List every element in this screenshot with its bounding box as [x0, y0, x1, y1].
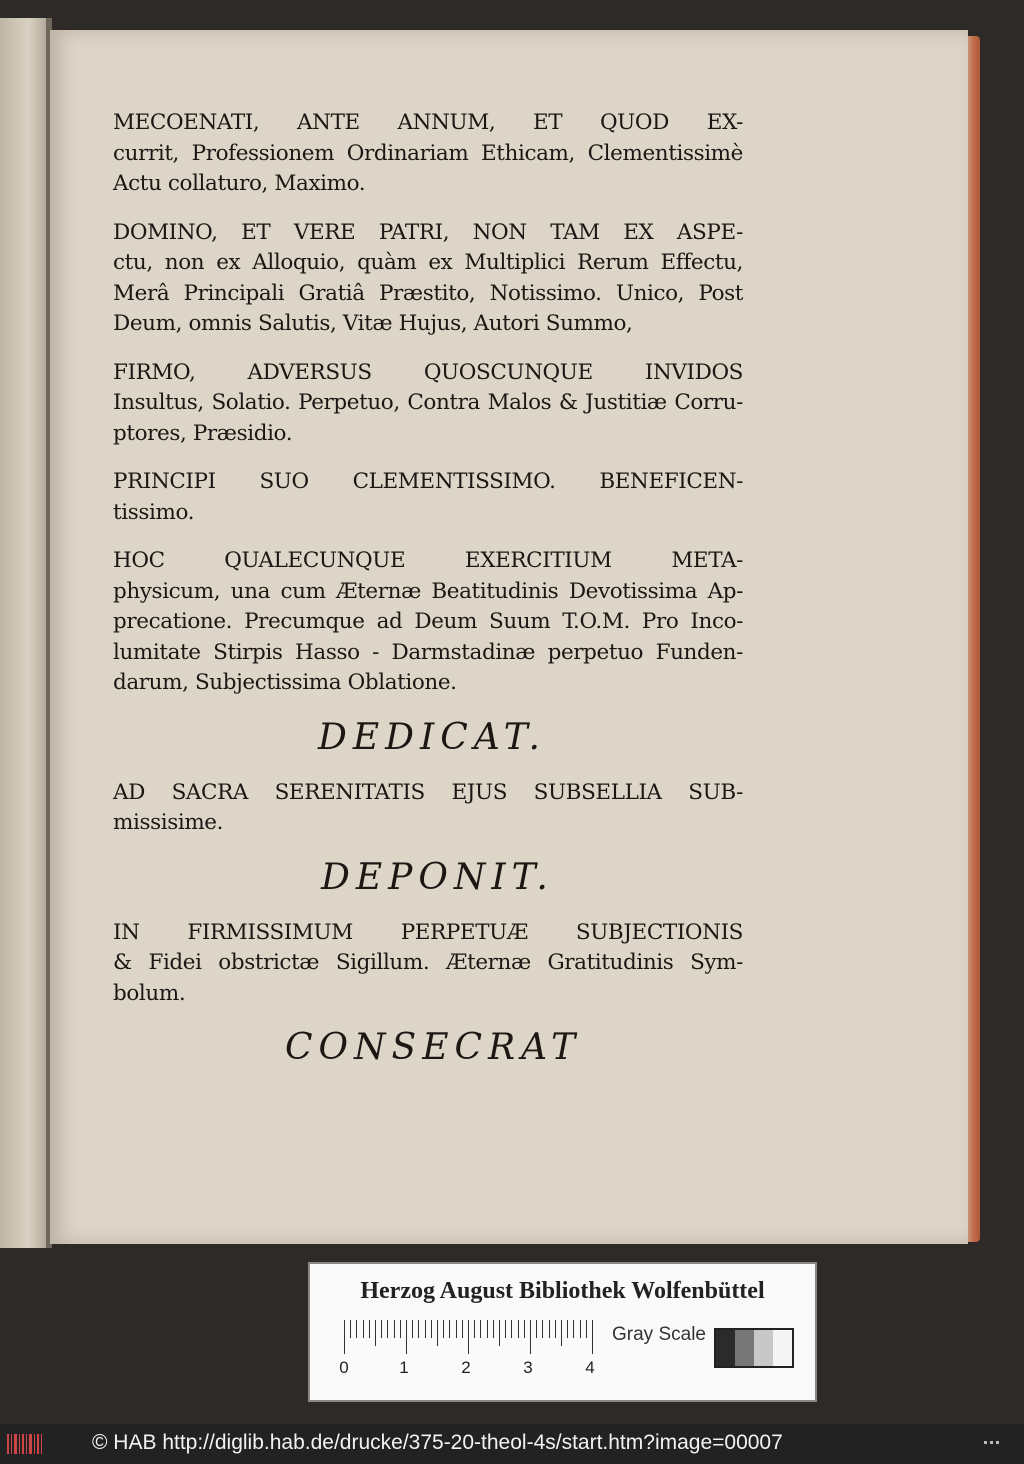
ruler-tick: [431, 1320, 432, 1338]
menu-dots-icon[interactable]: [984, 1441, 1000, 1447]
para-principi: [113, 467, 743, 528]
text-line: FIRMO, ADVERSUS QUOSCUNQUE INVIDOS: [113, 359, 743, 385]
verb-deponit: DEPONIT.: [321, 856, 554, 898]
verb-consecrat: CONSECRAT: [285, 1027, 582, 1068]
ruler-tick: [449, 1320, 450, 1338]
ruler-tick: [480, 1320, 481, 1338]
text-line: Deum, omnis Salutis, Vitæ Hujus, Autori Summo,: [113, 311, 633, 336]
ruler-tick: [586, 1320, 587, 1338]
ruler-tick: [542, 1320, 543, 1338]
ruler-tick: [456, 1320, 457, 1338]
text-line: & Fidei obstrictæ Sigillum. Æternæ Gratitudinis Sym-: [113, 950, 743, 975]
ruler-tick: [350, 1320, 351, 1338]
ruler-tick: [518, 1320, 519, 1338]
ruler-number: 2: [461, 1358, 471, 1377]
ruler-number: 4: [585, 1358, 595, 1377]
ruler-tick: [363, 1320, 364, 1338]
para-hoc: [113, 546, 743, 699]
text-line: ptores, Præsidio.: [113, 420, 293, 446]
ruler-tick: [418, 1320, 419, 1338]
ruler-tick: [493, 1320, 494, 1338]
gray-patch: [773, 1330, 792, 1366]
ruler-tick: [561, 1320, 562, 1346]
text-line: bolum.: [113, 980, 186, 1006]
para-ad-sacra: [113, 778, 743, 839]
text-line: precatione. Precumque ad Deum Suum T.O.M. Pro Inco-: [113, 609, 743, 634]
ruler-tick: [412, 1320, 413, 1338]
ruler-tick: [400, 1320, 401, 1338]
para-in-firmissimum: [113, 918, 743, 1010]
text-line: DOMINO, ET VERE PATRI, NON TAM EX ASPE-: [113, 219, 743, 245]
ruler-tick: [499, 1320, 500, 1346]
ruler-tick: [356, 1320, 357, 1338]
barcode-icon: [6, 1432, 46, 1456]
ruler-tick: [369, 1320, 370, 1338]
gray-patch: [735, 1330, 754, 1366]
para-mecoenati: [113, 108, 743, 200]
gray-patch: [716, 1330, 735, 1366]
text-line: currit, Professionem Ordinariam Ethicam, Clementissimè: [113, 140, 743, 166]
ruler-tick: [443, 1320, 444, 1338]
text-line: missisime.: [113, 810, 224, 835]
ruler-tick: [487, 1320, 488, 1338]
text-line: Insultus, Solatio. Perpetuo, Contra Malos & Justitiæ Corru-: [113, 390, 743, 415]
text-line: IN FIRMISSIMUM PERPETUÆ SUBJECTIONIS: [113, 919, 743, 945]
ruler-tick: [462, 1320, 463, 1338]
ruler-tick: [567, 1320, 568, 1338]
text-line: lumitate Stirpis Hasso - Darmstadinæ perpetuo Funden-: [113, 639, 743, 665]
text-line: Merâ Principali Gratiâ Præstito, Notissimo. Unico, Post: [113, 280, 743, 306]
ruler-tick: [592, 1320, 593, 1354]
ruler-tick: [549, 1320, 550, 1338]
ruler-tick: [375, 1320, 376, 1346]
text-line: PRINCIPI SUO CLEMENTISSIMO. BENEFICEN-: [113, 469, 743, 494]
dedication-paragraphs: [113, 108, 743, 699]
ruler-number: 1: [399, 1358, 409, 1377]
color-calibration-target: [308, 1262, 817, 1402]
para-domino: [113, 218, 743, 340]
ruler-tick: [387, 1320, 388, 1338]
ruler-tick: [474, 1320, 475, 1338]
copyright-url[interactable]: © HAB http://diglib.hab.de/drucke/375-20-theol-4s/start.htm?image=00007: [92, 1431, 783, 1454]
text-line: Actu collaturo, Maximo.: [113, 171, 366, 196]
ruler-tick: [573, 1320, 574, 1338]
ruler-number: 0: [339, 1358, 349, 1377]
dedication-text: [113, 108, 743, 1088]
ruler-scale: [344, 1320, 594, 1354]
text-line: MECOENATI, ANTE ANNUM, ET QUOD EX-: [113, 110, 743, 135]
ruler-number: 3: [523, 1358, 533, 1377]
text-line: HOC QUALECUNQUE EXERCITIUM META-: [113, 548, 743, 573]
text-line: physicum, una cum Æternæ Beatitudinis Devotissima Ap-: [113, 578, 743, 604]
ruler-tick: [344, 1320, 345, 1354]
ruler-tick: [468, 1320, 469, 1354]
text-line: ctu, non ex Alloquio, quàm ex Multiplici Rerum Effectu,: [113, 250, 743, 275]
ruler-tick: [580, 1320, 581, 1338]
ruler-tick: [406, 1320, 407, 1354]
ruler-tick: [524, 1320, 525, 1338]
ruler-tick: [394, 1320, 395, 1338]
para-firmo: [113, 358, 743, 450]
footer-bar: [0, 1424, 1024, 1464]
ruler-tick: [536, 1320, 537, 1338]
ruler-tick: [425, 1320, 426, 1338]
text-line: AD SACRA SERENITATIS EJUS SUBSELLIA SUB-: [113, 779, 743, 805]
verb-dedicat: DEDICAT.: [318, 716, 546, 758]
gray-scale-label: Gray Scale: [612, 1324, 706, 1345]
ruler-tick: [511, 1320, 512, 1338]
library-name: Herzog August Bibliothek Wolfenbüttel: [360, 1278, 765, 1304]
previous-page-edge: [0, 18, 52, 1248]
ruler-tick: [437, 1320, 438, 1346]
ruler-tick: [555, 1320, 556, 1338]
ruler-tick: [381, 1320, 382, 1338]
ruler-tick: [530, 1320, 531, 1354]
gray-patch: [754, 1330, 773, 1366]
gray-scale-bar: [714, 1328, 794, 1368]
text-line: tissimo.: [113, 499, 195, 525]
text-line: darum, Subjectissima Oblatione.: [113, 670, 457, 695]
ruler-tick: [505, 1320, 506, 1338]
